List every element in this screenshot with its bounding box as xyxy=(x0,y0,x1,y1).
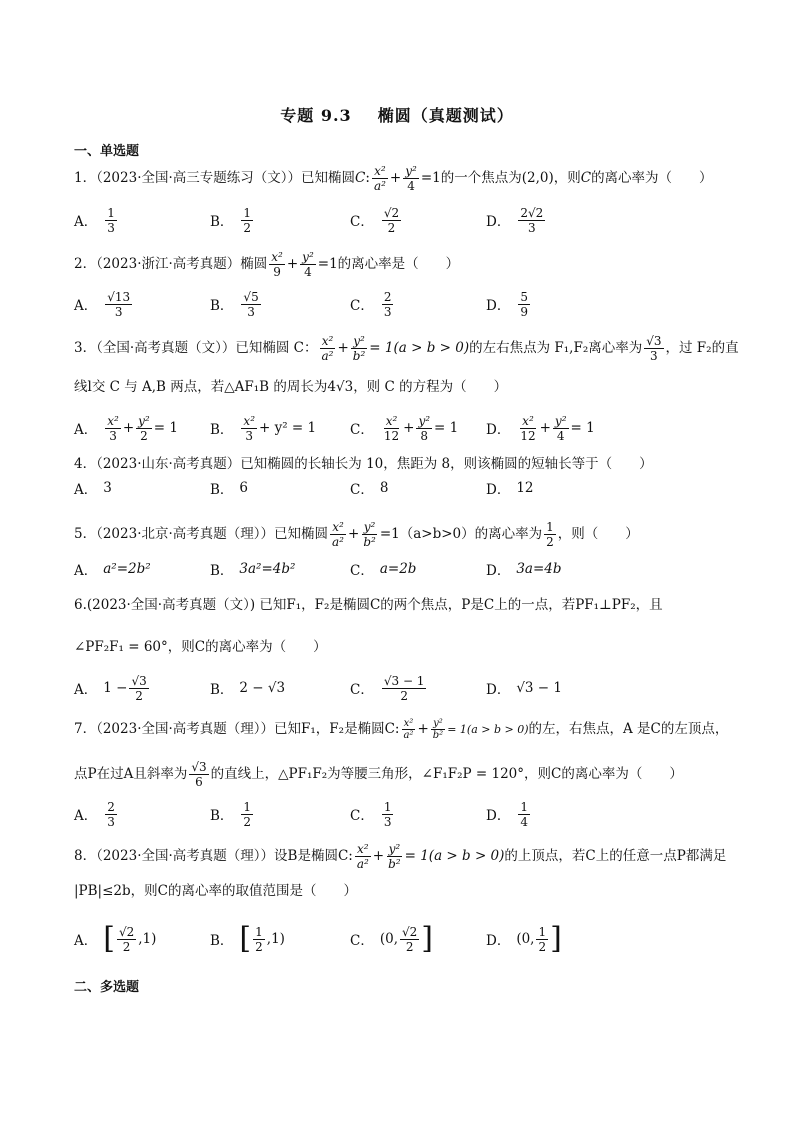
option-a[interactable]: A． $\frac{1}{3}$ xyxy=(74,205,115,235)
section-multiple-choice: 二、多选题 xyxy=(74,980,140,995)
option-b[interactable]: B． $\frac{√5}{3}$ xyxy=(210,289,259,319)
option-b[interactable]: B． [ $\frac{1}{2}$ ,1) xyxy=(210,921,285,956)
option-a[interactable]: A． 1 − $\frac{√3}{2}$ xyxy=(74,673,147,703)
option-a[interactable]: A． [ $\frac{√2}{2}$ ,1) xyxy=(74,921,157,956)
option-c[interactable]: C． $\frac{1}{3}$ xyxy=(350,799,392,829)
option-c[interactable]: C． $\frac{\text{x²}}{12}$ + $\frac{\text{y²}}{8}$ = 1 xyxy=(350,413,459,443)
option-a[interactable]: A． $\frac{√13}{3}$ xyxy=(74,289,131,319)
option-c[interactable]: C． $\frac{√2}{2}$ xyxy=(350,205,400,235)
question-8-stem-line2: |PB|≤2b，则C的离心率的取值范围是（ ） xyxy=(74,883,357,899)
option-c[interactable]: C． $\frac{√3 - 1}{2}$ xyxy=(350,673,425,703)
question-8-stem: 8．（2023·全国·高考真题（理））设B是椭圆C: $\frac{\text{x²}}{\text{a²}}$ + $\frac{\text{y²}}{\text{b²}}$ = 1(a > b > 0)的上顶点，若C上的任意一点P都满足 xyxy=(74,842,727,871)
question-1-stem: 1．（2023·全国·高三专题练习（文））已知椭圆C: $\frac{\text{x²}}{\text{a²}}$ + $\frac{\text{y²}}{4}$ =1的一个焦点为(2,0)，则C的离心率为（ ） xyxy=(74,164,713,193)
title-text: 椭圆（真题测试） xyxy=(377,106,514,125)
option-a[interactable]: A． $\frac{\text{x²}}{3}$ + $\frac{\text{y²}}{2}$ = 1 xyxy=(74,413,178,443)
option-d[interactable]: D． 3a=4b xyxy=(486,561,562,579)
option-a[interactable]: A． a²=2b² xyxy=(74,561,151,579)
section-single-choice: 一、单选题 xyxy=(74,144,140,159)
option-d[interactable]: D． $\frac{5}{9}$ xyxy=(486,289,528,319)
option-b[interactable]: B． $\frac{\text{x²}}{3}$ + y² = 1 xyxy=(210,413,317,443)
question-4-options xyxy=(74,475,734,501)
option-a[interactable]: A． 3 xyxy=(74,480,112,498)
title-number: 专题 9.3 xyxy=(280,106,352,125)
question-1-options xyxy=(74,200,734,240)
question-7-stem: 7．（2023·全国·高考真题（理））已知F₁，F₂是椭圆C: $\frac{\text{x²}}{\text{a²}}$ + $\frac{\text{y²}}{\text{b²}}$ = 1(a > b > 0)的左，右焦点，A 是C的左顶点， xyxy=(74,718,729,741)
option-d[interactable]: D． $\frac{\text{x²}}{12}$ + $\frac{\text{y²}}{4}$ = 1 xyxy=(486,413,595,443)
option-d[interactable]: D． √3 − 1 xyxy=(486,680,563,698)
question-3-options xyxy=(74,408,734,448)
question-8-options xyxy=(74,918,734,960)
option-d[interactable]: D． $\frac{2√2}{3}$ xyxy=(486,205,544,235)
option-b[interactable]: B． 6 xyxy=(210,480,249,498)
option-b[interactable]: B． $\frac{1}{2}$ xyxy=(210,799,252,829)
question-5-stem: 5．（2023·北京·高考真题（理））已知椭圆 $\frac{\text{x²}}{\text{a²}}$ + $\frac{\text{y²}}{\text{b²}}$ =1（a>b>0）的离心率为 $\frac{1}{2}$ ，则（ ） xyxy=(74,520,639,549)
question-7-options xyxy=(74,794,734,834)
option-c[interactable]: C． (0, $\frac{√2}{2}$ ] xyxy=(350,921,433,956)
question-4-stem: 4．（2023·山东·高考真题）已知椭圆的长轴长为 10，焦距为 8，则该椭圆的短轴长等于（ ） xyxy=(74,456,653,472)
option-d[interactable]: D． $\frac{1}{4}$ xyxy=(486,799,528,829)
question-6-options xyxy=(74,668,734,708)
page-title xyxy=(0,103,794,126)
option-d[interactable]: D． (0, $\frac{1}{2}$ ] xyxy=(486,921,562,956)
option-b[interactable]: B． $\frac{1}{2}$ xyxy=(210,205,252,235)
question-7-stem-line2: 点P在过A且斜率为 $\frac{√3}{6}$ 的直线上，△PF₁F₂为等腰三角形，∠F₁F₂P = 120°，则C的离心率为（ ） xyxy=(74,760,683,789)
question-6-stem-line2: ∠PF₂F₁ = 60°，则C的离心率为（ ） xyxy=(74,639,327,655)
option-c[interactable]: C． a=2b xyxy=(350,561,417,579)
question-3-stem: 3．（全国·高考真题（文））已知椭圆 C： $\frac{\text{x²}}{\text{a²}}$ + $\frac{\text{y²}}{\text{b²}}$ = 1(a > b > 0)的左右焦点为 F₁,F₂离心率为 $\frac{√3}{3}$ ，过 F₂的直 xyxy=(74,334,739,363)
option-c[interactable]: C． $\frac{2}{3}$ xyxy=(350,289,392,319)
option-b[interactable]: B． 3a²=4b² xyxy=(210,561,296,579)
question-2-stem: 2．（2023·浙江·高考真题）椭圆 $\frac{\text{x²}}{9}$ + $\frac{\text{y²}}{4}$ =1的离心率是（ ） xyxy=(74,250,460,279)
question-6-stem: 6.(2023·全国·高考真题（文）) 已知F₁，F₂是椭圆C的两个焦点，P是C上的一点，若PF₁⊥PF₂，且 xyxy=(74,597,663,613)
question-2-options xyxy=(74,284,734,324)
question-3-stem-line2: 线l交 C 与 A,B 两点，若△AF₁B 的周长为4√3，则 C 的方程为（ ） xyxy=(74,379,508,395)
question-5-options xyxy=(74,556,734,582)
option-c[interactable]: C． 8 xyxy=(350,480,389,498)
option-d[interactable]: D． 12 xyxy=(486,480,534,498)
option-a[interactable]: A． $\frac{2}{3}$ xyxy=(74,799,115,829)
option-b[interactable]: B． 2 − √3 xyxy=(210,680,286,698)
